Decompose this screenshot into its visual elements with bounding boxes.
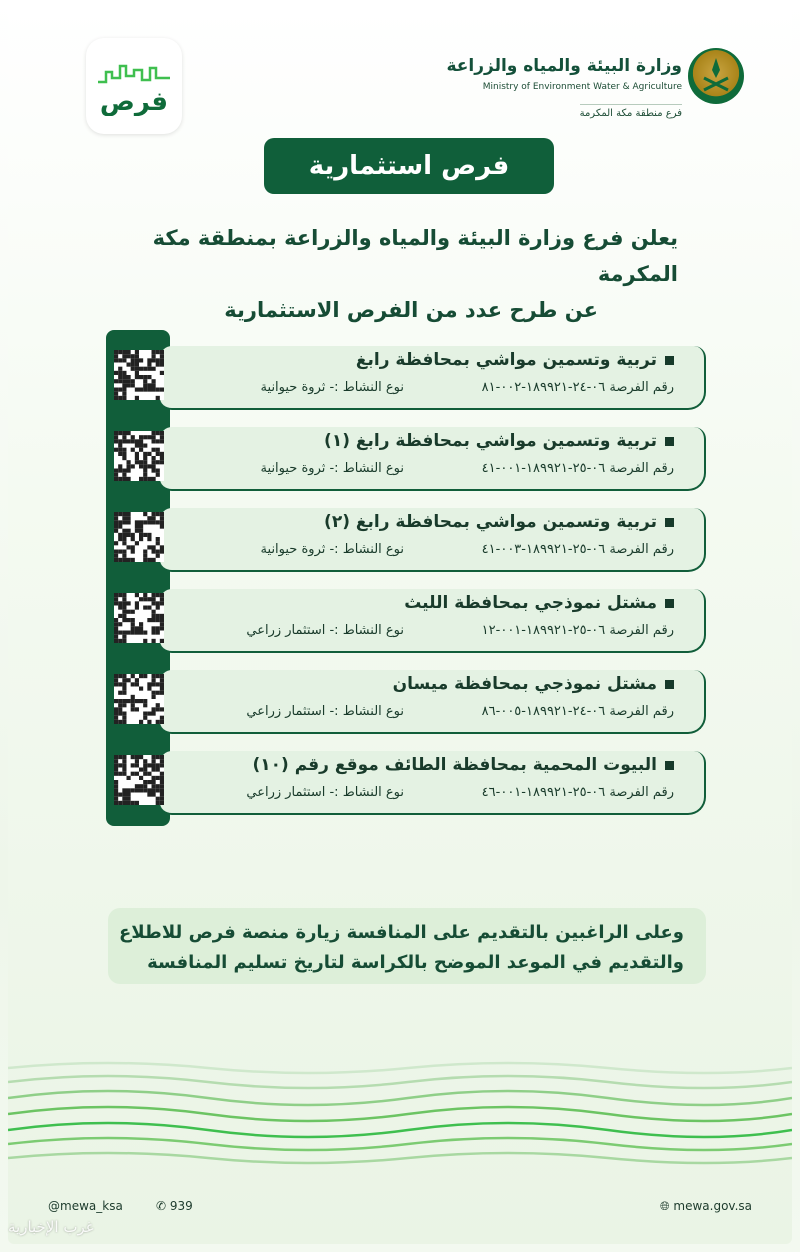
opportunity-id: رقم الفرصة ٠٦-٢٥-١٨٩٩٢١-٠٠١-١٢ [481, 623, 674, 638]
furas-logo-text: فرص [99, 87, 169, 116]
qr-code-icon[interactable] [114, 512, 164, 562]
ministry-name-ar: وزارة البيئة والمياه والزراعة [446, 56, 682, 76]
bullet-icon [665, 761, 674, 770]
opportunity-title: تربية وتسمين مواشي بمحافظة رابغ (١) [324, 431, 674, 451]
activity-type: نوع النشاط :- ثروة حيوانية [260, 542, 404, 557]
footer [48, 1195, 752, 1219]
opportunity-title: مشتل نموذجي بمحافظة ميسان [393, 674, 674, 694]
ministry-name-en: Ministry of Environment Water & Agriculture [482, 82, 682, 92]
qr-code-icon[interactable] [114, 350, 164, 400]
activity-type: نوع النشاط :- استثمار زراعي [246, 704, 404, 719]
ministry-emblem-icon [688, 48, 744, 104]
poster [8, 8, 792, 1244]
intro-text [68, 220, 678, 328]
activity-type: نوع النشاط :- استثمار زراعي [246, 785, 404, 800]
opportunity-card [136, 500, 704, 570]
watermark: غرب الإخبارية [8, 1218, 94, 1236]
qr-code-icon[interactable] [114, 431, 164, 481]
bullet-icon [665, 437, 674, 446]
qr-code-icon[interactable] [114, 755, 164, 805]
intro-line-1: يعلن فرع وزارة البيئة والمياه والزراعة بمنطقة مكة المكرمة [152, 226, 678, 286]
activity-type: نوع النشاط :- ثروة حيوانية [260, 380, 404, 395]
bullet-icon [665, 680, 674, 689]
opportunity-title: مشتل نموذجي بمحافظة الليث [404, 593, 674, 613]
furas-logo [86, 38, 182, 134]
bullet-icon [665, 518, 674, 527]
website-link[interactable] [660, 1199, 752, 1214]
opportunity-card [136, 419, 704, 489]
opportunity-title: تربية وتسمين مواشي بمحافظة رابغ (٢) [324, 512, 674, 532]
opportunity-card [136, 743, 704, 813]
opportunity-id: رقم الفرصة ٠٦-٢٥-١٨٩٩٢١-٠٠١-٤٦ [481, 785, 674, 800]
bullet-icon [665, 599, 674, 608]
ministry-header [446, 46, 744, 126]
qr-code-icon[interactable] [114, 593, 164, 643]
opportunity-id: رقم الفرصة ٠٦-٢٥-١٨٩٩٢١-٠٠٣-٤١ [481, 542, 674, 557]
opportunity-card [136, 581, 704, 651]
note-line-1: وعلى الراغبين بالتقديم على المنافسة زيارة منصة فرص للاطلاع [118, 922, 684, 943]
bullet-icon [665, 356, 674, 365]
globe-icon: 🌐︎ [659, 1199, 670, 1213]
opportunity-id: رقم الفرصة ٠٦-٢٤-١٨٩٩٢١-٠٠٥-٨٦ [481, 704, 674, 719]
opportunity-id: رقم الفرصة ٠٦-٢٤-١٨٩٩٢١-٠٠٢-٨١ [481, 380, 674, 395]
phone-icon: ✆ [156, 1199, 167, 1213]
phone-number: 939 [169, 1199, 193, 1213]
qr-code-icon[interactable] [114, 674, 164, 724]
branch-name: فرع منطقة مكة المكرمة [580, 104, 682, 119]
decorative-waves [8, 1058, 792, 1178]
opportunity-card [136, 338, 704, 408]
social-handle[interactable]: @mewa_ksa [48, 1199, 123, 1213]
intro-line-2: عن طرح عدد من الفرص الاستثمارية [224, 298, 598, 322]
opportunity-card [136, 662, 704, 732]
opportunity-id: رقم الفرصة ٠٦-٢٥-١٨٩٩٢١-٠٠١-٤١ [481, 461, 674, 476]
phone[interactable] [156, 1199, 193, 1213]
opportunity-title: البيوت المحمية بمحافظة الطائف موقع رقم (١٠) [252, 755, 674, 775]
activity-type: نوع النشاط :- استثمار زراعي [246, 623, 404, 638]
website-text: mewa.gov.sa [673, 1199, 752, 1213]
page-title: فرص استثمارية [264, 138, 554, 194]
opportunity-title: تربية وتسمين مواشي بمحافظة رابغ [356, 350, 674, 370]
activity-type: نوع النشاط :- ثروة حيوانية [260, 461, 404, 476]
application-note [108, 908, 706, 984]
note-line-2: والتقديم في الموعد الموضح بالكراسة لتاريخ تسليم المنافسة [147, 952, 684, 973]
